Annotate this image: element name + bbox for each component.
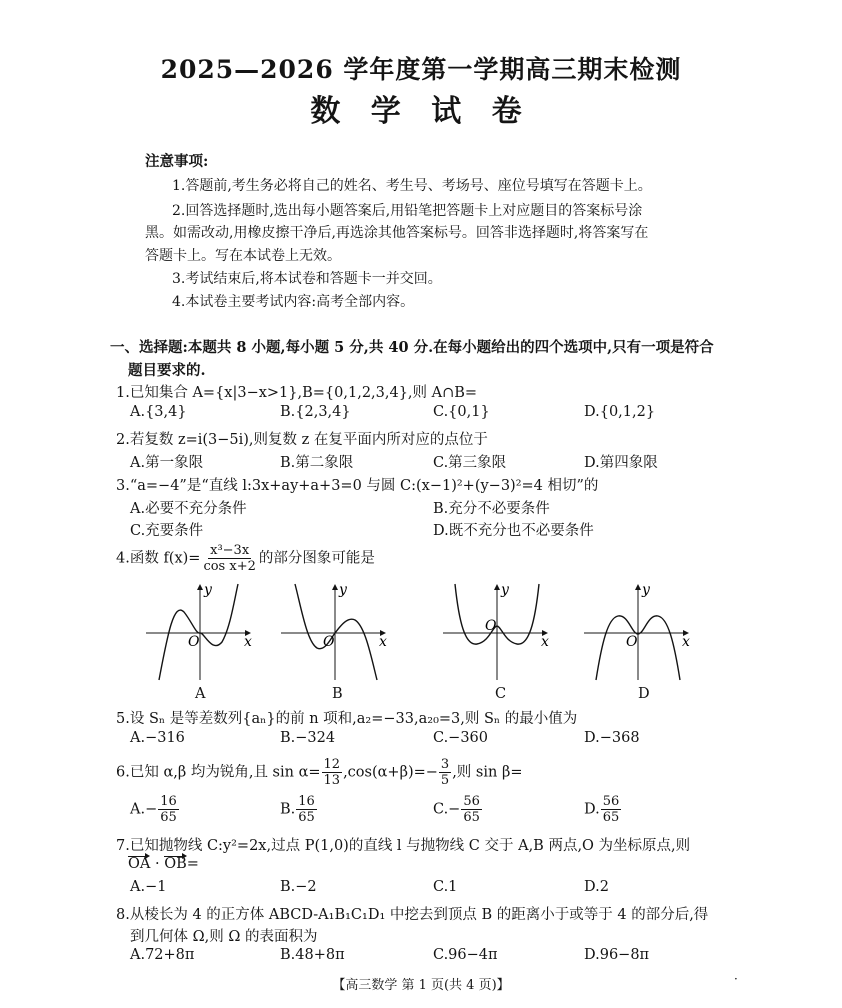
graph-c [443,582,553,682]
q6-option-c [433,794,483,825]
q5-option-d: D.−368 [584,730,640,746]
q4-prefix: 4.函数 f(x)= [116,550,201,567]
q8-option-a: A.72+8π [130,947,195,963]
graph-b [281,582,391,682]
graph-d-origin: O [626,634,638,650]
q6-option-b [280,794,318,825]
q7-option-b: B.−2 [280,879,317,895]
q6-option-c-label: C.− [433,801,461,818]
q8-option-b: B.48+8π [280,947,345,963]
question-7-expression [128,856,199,872]
q6-option-d-fraction [601,794,622,825]
note-line-1: 1.答题前,考生务必将自己的姓名、考生号、考场号、座位号填写在答题卡上。 [172,178,652,194]
q6-suffix: ,则 sin β= [452,764,523,781]
question-1-stem: 1.已知集合 A={x|3−x>1},B={0,1,2,3,4},则 A∩B= [116,385,478,401]
question-8-stem-cont: 到几何体 Ω,则 Ω 的表面积为 [130,929,318,945]
q7-dot: · [150,856,165,872]
graph-a-y-label: y [204,582,212,598]
section-heading-cont: 题目要求的. [128,362,206,379]
q6-fraction-2 [439,757,451,788]
question-4-stem [116,543,375,574]
graph-d-x-label: x [682,634,690,650]
graph-c-origin: O [485,618,497,634]
q6-fraction-2-denominator: 5 [440,773,450,788]
q6-fraction-1-denominator: 13 [323,773,341,788]
q7-vector-oa: OA [128,856,151,872]
note-line-3: 黑。如需改动,用橡皮擦干净后,再选涂其他答案标号。回答非选择题时,将答案写在 [145,225,649,241]
q6-fraction-1-numerator: 12 [323,757,341,772]
q8-option-d: D.96−8π [584,947,650,963]
q6-option-b-denominator: 65 [298,810,315,825]
q3-option-b: B.充分不必要条件 [433,501,550,517]
graph-b-y-label: y [339,582,347,598]
q1-option-c: C.{0,1} [433,404,490,420]
note-line-2: 2.回答选择题时,选出每小题答案后,用铅笔把答题卡上对应题目的答案标号涂 [172,203,643,219]
notes-heading: 注意事项: [145,153,209,170]
question-3-stem: 3.“a=−4”是“直线 l:3x+ay+a+3=0 与圆 C:(x−1)²+(y−3)²=4 相切”的 [116,478,599,494]
q6-option-a-denominator: 65 [160,810,177,825]
q6-fraction-2-numerator: 3 [440,757,450,772]
graph-a-origin: O [188,634,200,650]
q3-option-a: A.必要不充分条件 [130,501,247,517]
q6-option-c-denominator: 65 [463,810,480,825]
graph-d [584,582,694,682]
q4-suffix: 的部分图象可能是 [258,550,375,567]
graph-a-label: A [195,686,206,702]
note-line-6: 4.本试卷主要考试内容:高考全部内容。 [172,294,415,310]
q7-option-d: D.2 [584,879,609,895]
q5-option-b: B.−324 [280,730,336,746]
graph-b-x-label: x [379,634,387,650]
q6-option-a-fraction [158,794,179,825]
q6-option-b-label: B. [280,801,296,818]
q5-option-c: C.−360 [433,730,489,746]
q5-option-a: A.−316 [130,730,185,746]
question-8-stem: 8.从棱长为 4 的正方体 ABCD-A₁B₁C₁D₁ 中挖去到顶点 B 的距离小于或等于 4 的部分后,得 [116,907,709,923]
q6-option-b-fraction [296,794,317,825]
q6-option-d-label: D. [584,801,600,818]
q4-fraction [201,543,257,574]
graph-a [146,582,256,682]
question-6-stem [116,757,522,788]
q6-option-a-numerator: 16 [160,794,177,809]
q6-middle: ,cos(α+β)=− [343,764,438,781]
q6-option-d [584,794,622,825]
q2-option-a: A.第一象限 [130,455,204,471]
q6-option-a [130,794,180,825]
q8-option-c: C.96−4π [433,947,498,963]
q2-option-d: D.第四象限 [584,455,658,471]
q3-option-c: C.充要条件 [130,523,204,539]
q4-fraction-numerator: x³−3x [210,543,250,558]
q1-option-a: A.{3,4} [130,404,187,420]
q6-option-d-denominator: 65 [602,810,620,825]
question-5-stem: 5.设 Sₙ 是等差数列{aₙ}的前 n 项和,a₂=−33,a₂₀=3,则 Sₙ 的最小值为 [116,711,578,727]
question-7-stem: 7.已知抛物线 C:y²=2x,过点 P(1,0)的直线 l 与抛物线 C 交于 A,B 两点,O 为坐标原点,则 [116,838,691,854]
graph-c-x-label: x [541,634,549,650]
graph-c-y-label: y [501,582,509,598]
graph-b-label: B [332,686,343,702]
q7-equals: = [186,856,199,872]
q3-option-d: D.既不充分也不必要条件 [433,523,594,539]
q1-option-b: B.{2,3,4} [280,404,351,420]
exam-title: 2025—2026 学年度第一学期高三期末检测 [160,55,682,84]
exam-subject-title: 数 学 试 卷 [310,94,532,129]
graph-d-label: D [638,686,650,702]
page-footer: 【高三数学 第 1 页(共 4 页)】 [332,978,510,993]
graph-d-y-label: y [642,582,650,598]
q6-option-b-numerator: 16 [298,794,315,809]
q7-option-a: A.−1 [130,879,167,895]
section-heading: 一、选择题:本题共 8 小题,每小题 5 分,共 40 分.在每小题给出的四个选项中,只有一项是符合 [110,339,714,356]
graph-b-origin: O [323,634,335,650]
q7-vector-ob: OB [164,856,187,872]
q4-fraction-denominator: cos x+2 [203,559,256,574]
graph-a-x-label: x [244,634,252,650]
q7-option-c: C.1 [433,879,458,895]
q2-option-b: B.第二象限 [280,455,354,471]
note-line-4: 答题卡上。写在本试卷上无效。 [145,248,341,264]
q6-option-a-label: A.− [130,801,158,818]
q6-fraction-1 [322,757,343,788]
q6-option-c-fraction [461,794,482,825]
footer-mark: · [734,972,738,986]
note-line-5: 3.考试结束后,将本试卷和答题卡一并交回。 [172,271,442,287]
question-2-stem: 2.若复数 z=i(3−5i),则复数 z 在复平面内所对应的点位于 [116,432,488,448]
graph-c-label: C [495,686,507,702]
q6-option-c-numerator: 56 [463,794,480,809]
q6-prefix: 6.已知 α,β 均为锐角,且 sin α= [116,764,321,781]
q2-option-c: C.第三象限 [433,455,507,471]
q6-option-d-numerator: 56 [602,794,620,809]
q1-option-d: D.{0,1,2} [584,404,656,420]
